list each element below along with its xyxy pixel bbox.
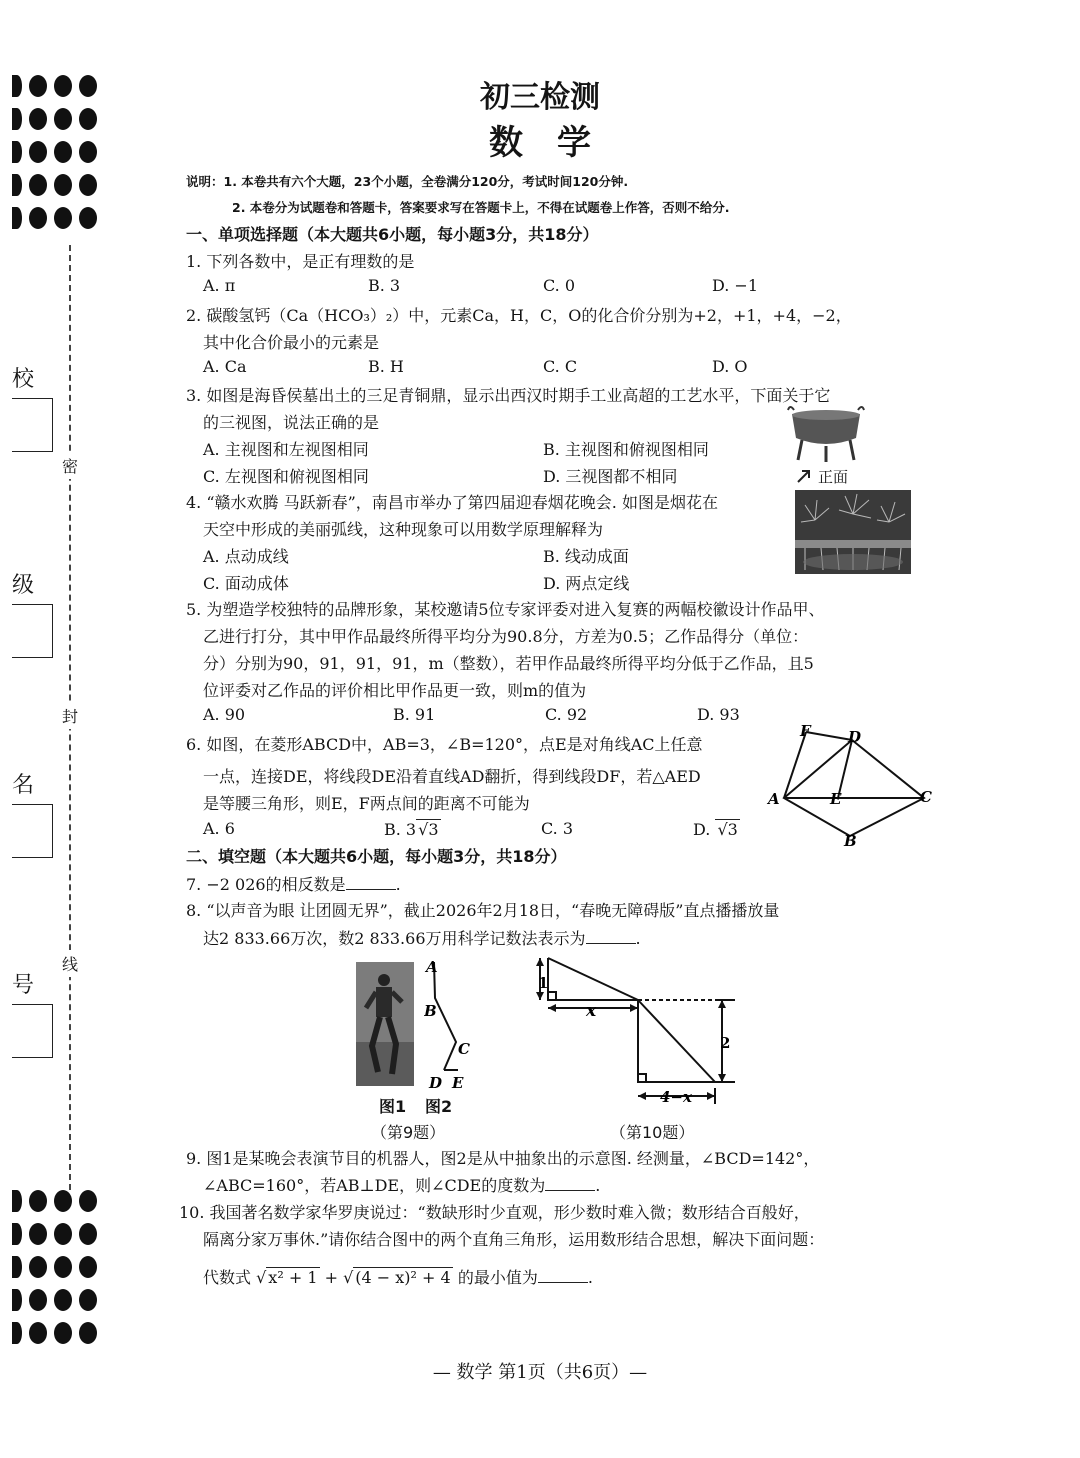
q6-option-d: D. √3 — [693, 820, 738, 839]
fig9-figure2-label: 图2 — [425, 1097, 453, 1116]
q4-option-c: C. 面动成体 — [203, 574, 289, 593]
q3-stem-2: 的三视图，说法正确的是 — [203, 413, 380, 432]
q4-option-d: D. 两点定线 — [543, 574, 630, 593]
q2-option-a: A. Ca — [203, 357, 247, 376]
q9-answer-blank[interactable] — [545, 1176, 595, 1191]
bronze-ding-figure — [786, 404, 866, 464]
label-four-minus-x: 4−x — [660, 1088, 692, 1106]
q8-line-2: 达2 833.66万次，数2 833.66万用科学记数法表示为 . — [203, 929, 641, 948]
field-label-number: 号 — [12, 973, 35, 998]
page-footer: — 数学 第1页（共6页）— — [432, 1362, 648, 1383]
arrow-up-right-icon — [794, 466, 814, 486]
q5-option-d: D. 93 — [697, 705, 740, 724]
q5-line-3: 分）分别为90，91，91，91，m（整数），若甲作品最终所得平均分低于乙作品，且5 — [203, 654, 814, 673]
q7-answer-blank[interactable] — [346, 875, 396, 890]
q10-line-2: 隔离分家万事休.”请你结合图中的两个直角三角形，运用数形结合思想，解决下面问题： — [203, 1230, 825, 1249]
q3-option-b: B. 主视图和俯视图相同 — [543, 440, 709, 459]
label-B: B — [424, 1002, 437, 1020]
q10-line-1: 10. 我国著名数学家华罗庚说过：“数缺形时少直观，形少数时难入微；数形结合百般好， — [179, 1203, 810, 1222]
robot-photo — [356, 962, 414, 1086]
binding-mark-feng: 封 — [62, 702, 78, 729]
label-x: x — [586, 1001, 597, 1021]
binding-dots-bottom — [12, 1188, 97, 1353]
q6-option-a: A. 6 — [203, 819, 235, 838]
q2-option-d: D. O — [712, 357, 748, 376]
q8-answer-blank[interactable] — [586, 929, 636, 944]
label-A: A — [426, 958, 438, 976]
q3-option-c: C. 左视图和俯视图相同 — [203, 467, 369, 486]
q10-radical-1: x² + 1 — [268, 1268, 318, 1287]
field-label-class: 级 — [12, 573, 35, 598]
q4-option-a: A. 点动成线 — [203, 547, 289, 566]
q5-option-b: B. 91 — [393, 705, 436, 724]
q10-radical-2: (4 − x)² + 4 — [355, 1268, 451, 1287]
q6-line-2: 一点，连接DE，将线段DE沿着直线AD翻折，得到线段DF，若△AED — [203, 767, 701, 786]
label-C: C — [920, 788, 932, 806]
section-2-title: 二、填空题（本大题共6小题，每小题3分，共18分） — [186, 847, 567, 866]
section-1-title: 一、单项选择题（本大题共6小题，每小题3分，共18分） — [186, 225, 599, 244]
robot-diagram — [424, 958, 474, 1094]
q6-option-b: B. 3 √3 — [384, 820, 439, 839]
q3-stem-1: 3. 如图是海昏侯墓出土的三足青铜鼎，显示出西汉时期手工业高超的工艺水平，下面关于它 — [186, 386, 831, 405]
note-line-1: 说明：1. 本卷共有六个大题，23个小题，全卷满分120分，考试时间120分钟. — [186, 174, 629, 189]
q1-option-d: D. −1 — [712, 276, 759, 295]
note-line-2: 2. 本卷分为试题卷和答题卡，答案要求写在答题卡上，不得在试题卷上作答，否则不给分. — [232, 200, 730, 215]
ding-front-label: 正面 — [818, 468, 849, 486]
label-E: E — [452, 1074, 464, 1092]
q1-option-a: A. π — [203, 276, 236, 295]
q6-d-radical: √3 — [717, 820, 738, 839]
q2-stem-1: 2. 碳酸氢钙（Ca（HCO₃）₂）中，元素Ca，H，C，O的化合价分别为+2，+1，+4，−2， — [186, 306, 852, 325]
q2-option-b: B. H — [368, 357, 404, 376]
q5-option-c: C. 92 — [545, 705, 588, 724]
q5-line-4: 位评委对乙作品的评价相比甲作品更一致，则m的值为 — [203, 681, 587, 700]
q2-stem-2: 其中化合价最小的元素是 — [203, 333, 380, 352]
field-label-name: 名 — [12, 773, 35, 798]
subject-title: 数学 — [489, 123, 625, 163]
q9-line-1: 9. 图1是某晚会表演节目的机器人，图2是从中抽象出的示意图. 经测量，∠BCD=142°， — [186, 1149, 820, 1168]
binding-mark-mi: 密 — [62, 452, 78, 479]
q9-line-2: ∠ABC=160°，若AB⊥DE，则∠CDE的度数为 . — [203, 1176, 601, 1195]
rhombus-figure — [766, 722, 942, 850]
q5-option-a: A. 90 — [203, 705, 246, 724]
label-B: B — [844, 832, 857, 850]
q6-line-3: 是等腰三角形，则E，F两点间的距离不可能为 — [203, 794, 530, 813]
label-A: A — [768, 790, 780, 808]
q6-option-c: C. 3 — [541, 819, 574, 838]
fireworks-photo — [795, 490, 911, 574]
q8-line-1: 8. “以声音为眼 让团圆无界”，截止2026年2月18日，“春晚无障碍版”直点播播放量 — [186, 901, 780, 920]
label-F: F — [800, 722, 811, 740]
label-D: D — [429, 1074, 443, 1092]
field-box-name[interactable] — [12, 804, 53, 858]
field-box-number[interactable] — [12, 1004, 53, 1058]
q2-option-c: C. C — [543, 357, 578, 376]
q6-b-radical: √3 — [418, 820, 439, 839]
field-label-school: 校 — [12, 367, 35, 392]
label-D: D — [848, 728, 862, 746]
q4-stem-1: 4. “赣水欢腾 马跃新春”，南昌市举办了第四届迎春烟花晚会. 如图是烟花在 — [186, 493, 718, 512]
binding-mark-xian: 线 — [62, 950, 78, 977]
fig9-caption: （第9题） — [371, 1123, 446, 1142]
q4-stem-2: 天空中形成的美丽弧线，这种现象可以用数学原理解释为 — [203, 520, 604, 539]
q1-option-c: C. 0 — [543, 276, 576, 295]
q5-line-1: 5. 为塑造学校独特的品牌形象，某校邀请5位专家评委对进入复赛的两幅校徽设计作品甲、 — [186, 600, 825, 619]
q10-line-3: 代数式 √ x² + 1 + √ (4 − x)² + 4 的最小值为 . — [203, 1268, 593, 1287]
q3-option-a: A. 主视图和左视图相同 — [203, 440, 369, 459]
q5-line-2: 乙进行打分，其中甲作品最终所得平均分为90.8分，方差为0.5；乙作品得分（单位： — [203, 627, 809, 646]
q1-stem: 1. 下列各数中，是正有理数的是 — [186, 252, 415, 271]
field-box-school[interactable] — [12, 398, 53, 452]
label-C: C — [458, 1040, 470, 1058]
exam-title: 初三检测 — [480, 80, 600, 115]
q1-option-b: B. 3 — [368, 276, 401, 295]
field-box-class[interactable] — [12, 604, 53, 658]
label-E: E — [830, 790, 842, 808]
right-triangles-figure — [530, 952, 745, 1112]
q6-line-1: 6. 如图，在菱形ABCD中，AB=3，∠B=120°，点E是对角线AC上任意 — [186, 735, 703, 754]
q7-line: 7. −2 026的相反数是 . — [186, 875, 401, 894]
fig9-figure1-label: 图1 — [379, 1097, 407, 1116]
label-two: 2 — [720, 1034, 731, 1052]
q3-option-d: D. 三视图都不相同 — [543, 467, 678, 486]
q4-option-b: B. 线动成面 — [543, 547, 629, 566]
label-one: 1 — [538, 974, 549, 992]
fig10-caption: （第10题） — [610, 1123, 695, 1142]
q10-answer-blank[interactable] — [538, 1268, 588, 1283]
